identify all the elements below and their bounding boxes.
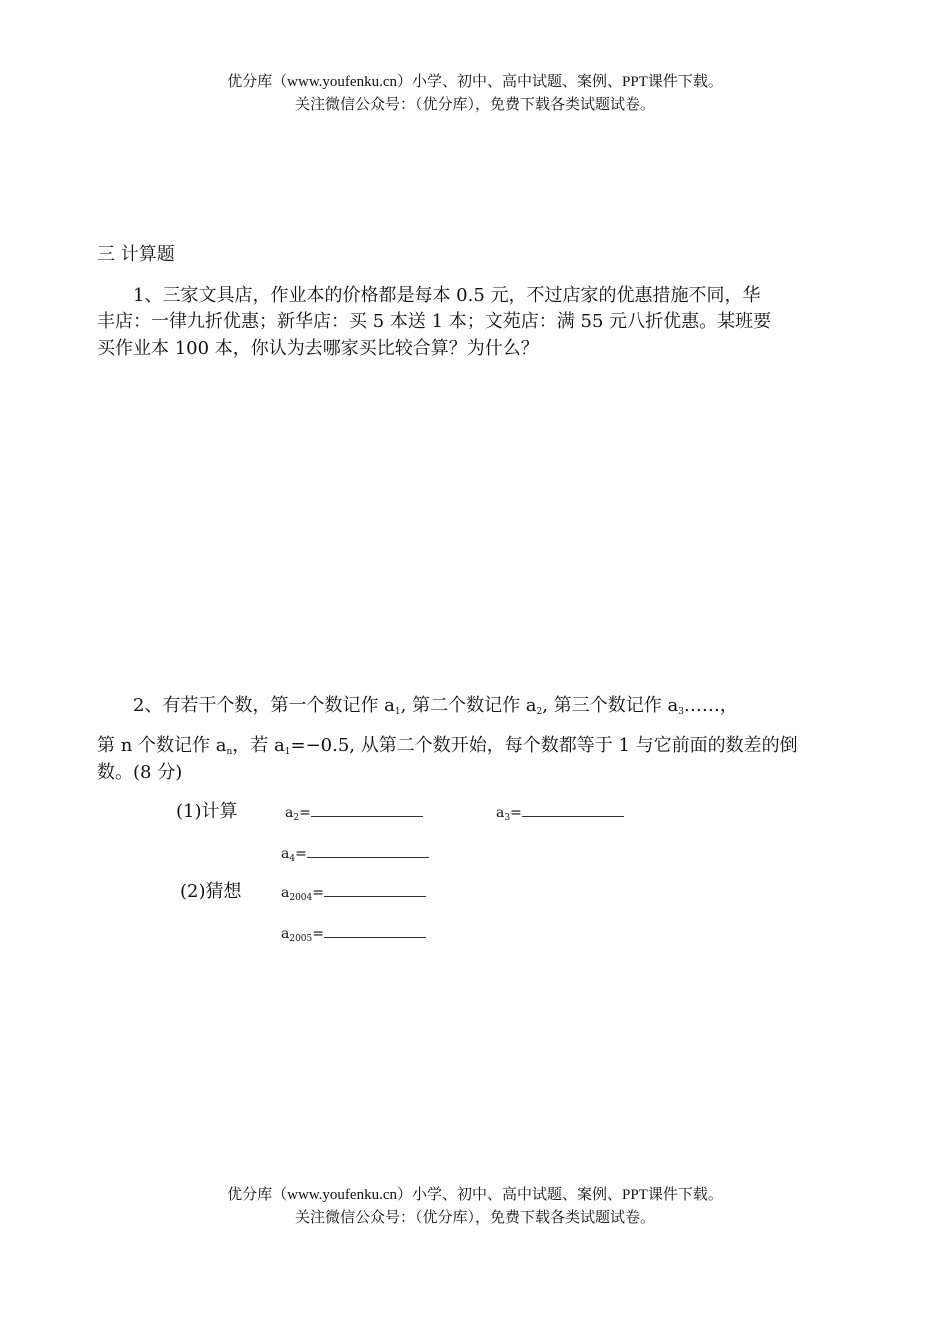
answer-a2004: $a_{2004}=$ (281, 883, 426, 903)
header-line-1: 优分库（www.youfenku.cn）小学、初中、高中试题、案例、PPT课件下载。 (227, 74, 723, 90)
answer-a2: $a_2=$ (285, 803, 423, 823)
section-title: 三 计算题 (97, 244, 175, 265)
q1-line-3: 买作业本 100 本，你认为去哪家买比较合算？为什么？ (97, 338, 539, 359)
answer-a4: $a_4=$ (281, 844, 429, 864)
answer-blank-a2004[interactable] (324, 883, 426, 897)
answer-a2005: $a_{2005}=$ (281, 924, 426, 944)
part-1-label: (1)计算 (176, 801, 238, 822)
footer-line-2: 关注微信公众号：（优分库），免费下载各类试题试卷。 (294, 1208, 655, 1226)
page-footer (0, 1184, 950, 1228)
part-2-label: (2)猜想 (180, 881, 242, 902)
q2-line-2: 第 n 个数记作 $a_n$，若 $a_1=-0.5$, 从第二个数开始，每个数都等于 1 与它前面的数差的倒 (97, 735, 798, 757)
q1-line-1: 1、三家文具店，作业本的价格都是每本 0.5 元，不过店家的优惠措施不同，华 (133, 285, 761, 306)
answer-blank-a2005[interactable] (324, 924, 426, 938)
header-line-2: 关注微信公众号：（优分库），免费下载各类试题试卷。 (294, 95, 655, 113)
q2-line-3: 数。(8 分) (97, 762, 183, 783)
q1-line-2: 丰店：一律九折优惠；新华店：买 5 本送 1 本；文苑店：满 55 元八折优惠。某班要 (97, 311, 772, 332)
answer-blank-a2[interactable] (311, 803, 423, 817)
page-header (0, 71, 950, 115)
answer-a3: $a_3=$ (496, 803, 624, 823)
q2-line-1: 2、有若干个数，第一个数记作 $a_1$, 第二个数记作 $a_2$, 第三个数记作 $a_3\dots\dots$， (133, 695, 738, 717)
answer-blank-a4[interactable] (307, 844, 429, 858)
footer-line-1: 优分库（www.youfenku.cn）小学、初中、高中试题、案例、PPT课件下载。 (227, 1187, 723, 1203)
answer-blank-a3[interactable] (522, 803, 624, 817)
